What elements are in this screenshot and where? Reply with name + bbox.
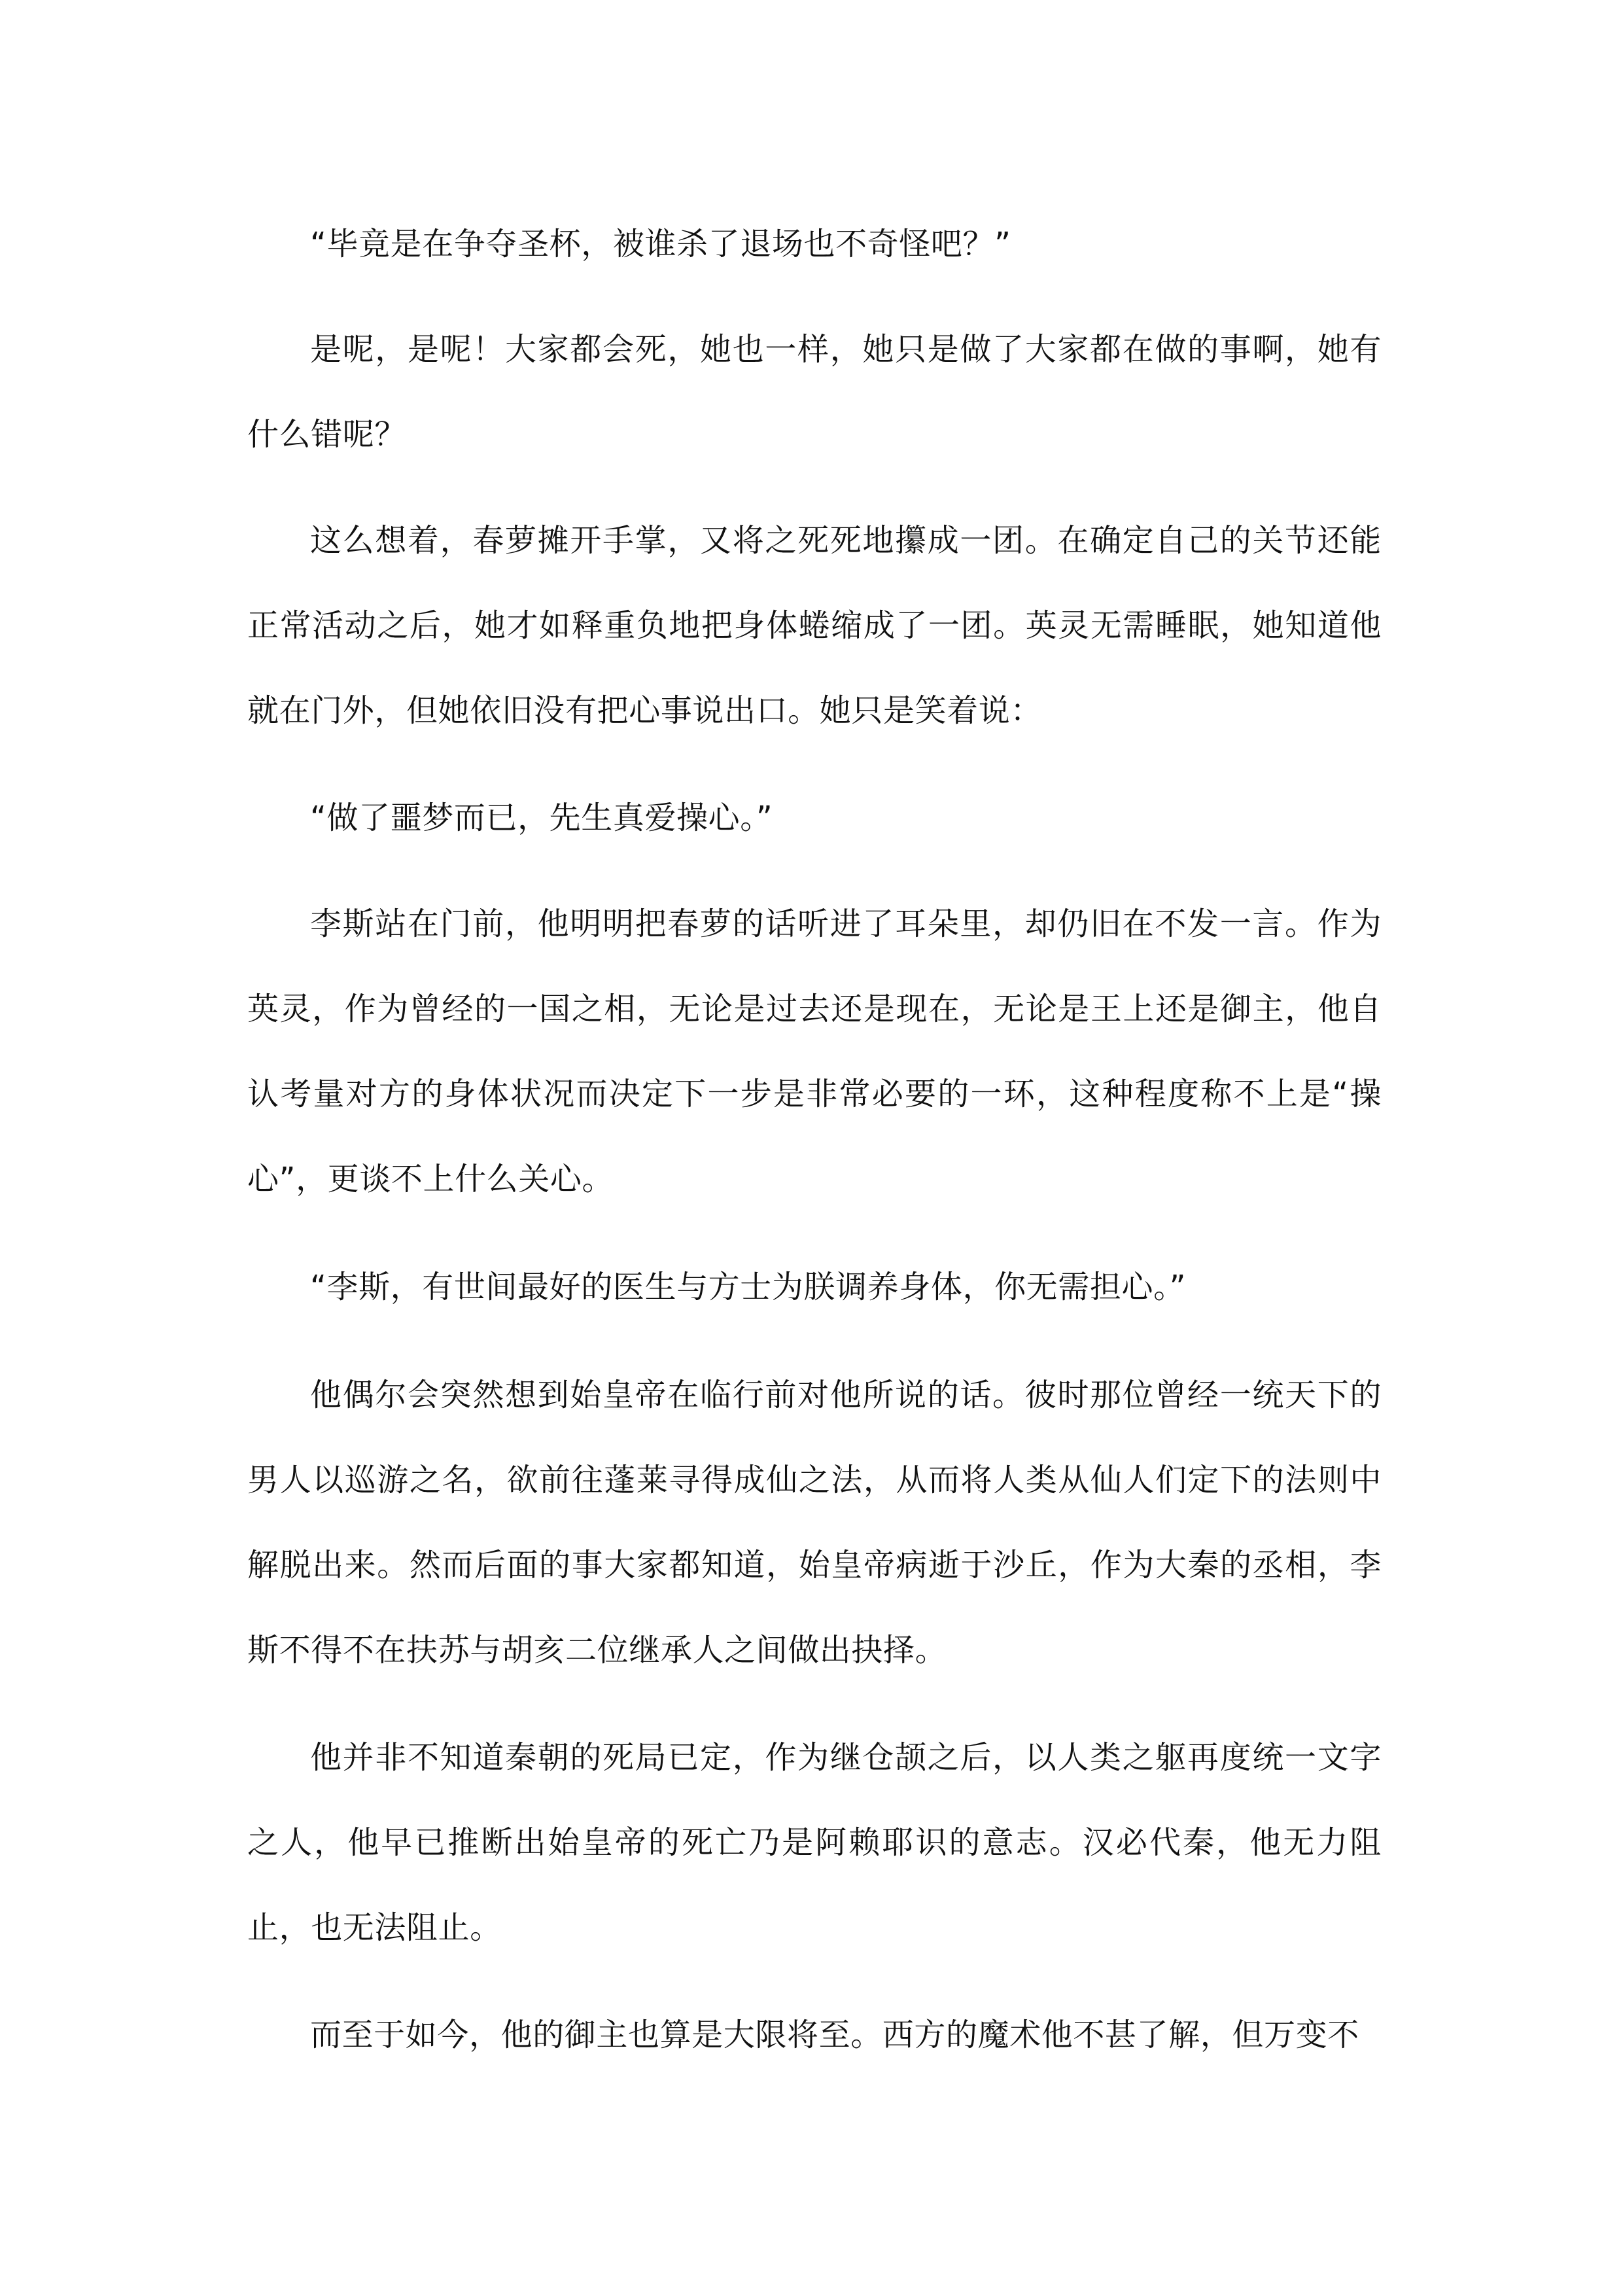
paragraph: 他并非不知道秦朝的死局已定，作为继仓颉之后，以人类之躯再度统一文字之人，他早已推断出始皇帝的死亡乃是阿赖耶识的意志。汉必代秦，他无力阻止，也无法阻止。	[247, 1739, 1382, 1946]
paragraph: 这么想着，春萝摊开手掌，又将之死死地攥成一团。在确定自己的关节还能正常活动之后，她才如释重负地把身体蜷缩成了一团。英灵无需睡眠，她知道他就在门外，但她依旧没有把心事说出口。她只是笑着说：	[247, 522, 1382, 729]
paragraph: 李斯站在门前，他明明把春萝的话听进了耳朵里，却仍旧在不发一言。作为英灵，作为曾经的一国之相，无论是过去还是现在，无论是王上还是御主，他自认考量对方的身体状况而决定下一步是非常必要的一环，这种程度称不上是“操心”，更谈不上什么关心。	[247, 906, 1382, 1197]
paragraph: 他偶尔会突然想到始皇帝在临行前对他所说的话。彼时那位曾经一统天下的男人以巡游之名，欲前往蓬莱寻得成仙之法，从而将人类从仙人们定下的法则中解脱出来。然而后面的事大家都知道，始皇帝病逝于沙丘，作为大秦的丞相，李斯不得不在扶苏与胡亥二位继承人之间做出抉择。	[247, 1377, 1382, 1669]
paragraph: “李斯，有世间最好的医生与方士为朕调养身体，你无需担心。”	[310, 1269, 1187, 1305]
paragraph: “毕竟是在争夺圣杯，被谁杀了退场也不奇怪吧？”	[310, 226, 1011, 262]
paragraph: “做了噩梦而已，先生真爱操心。”	[310, 800, 773, 836]
paragraph: 而至于如今，他的御主也算是大限将至。西方的魔术他不甚了解，但万变不	[310, 2017, 1359, 2053]
paragraph: 是呢，是呢！大家都会死，她也一样，她只是做了大家都在做的事啊，她有什么错呢？	[247, 331, 1382, 453]
